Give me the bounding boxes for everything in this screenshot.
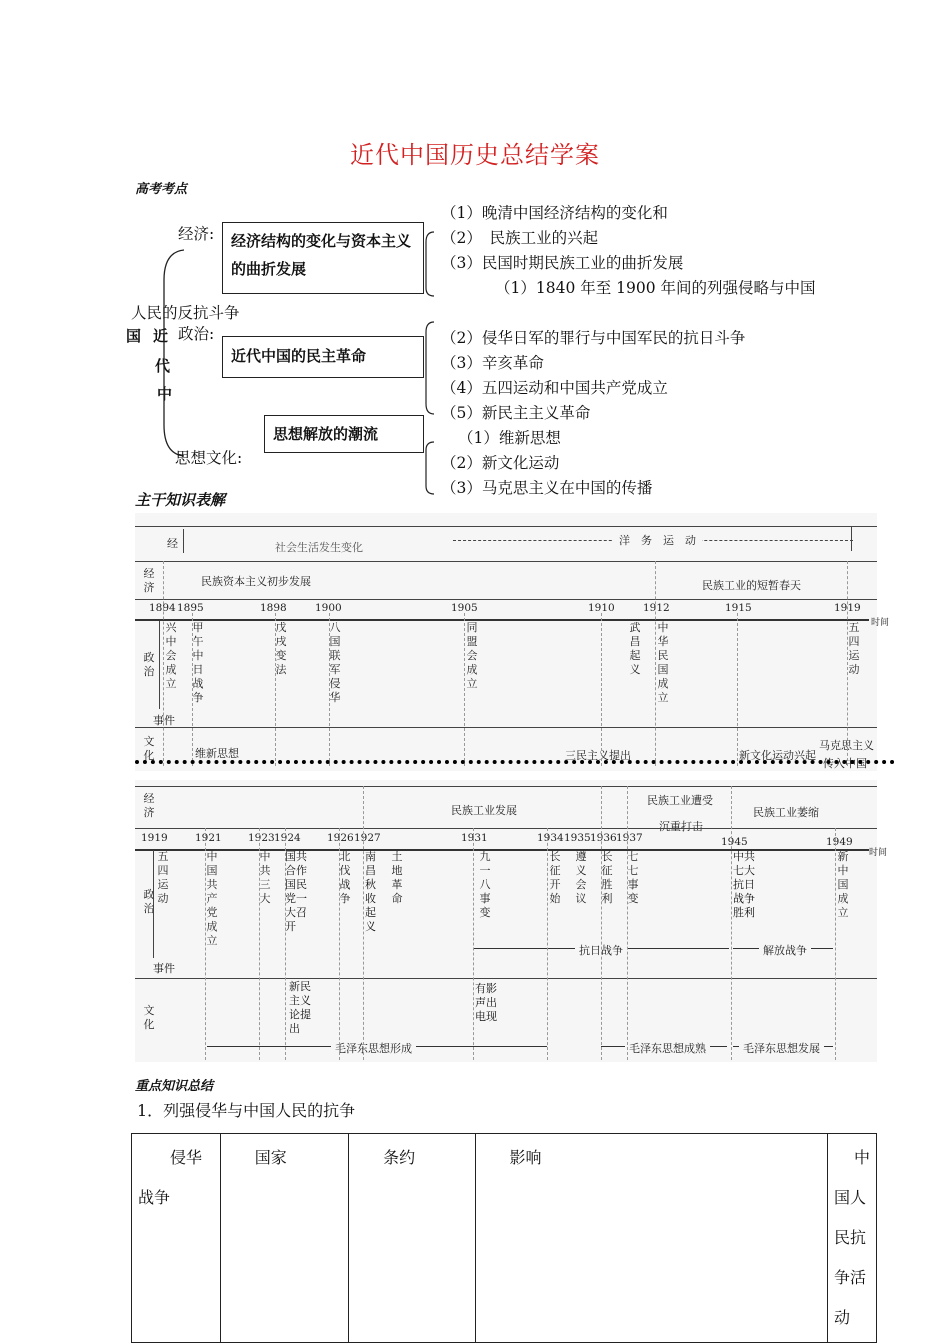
- politics-item-5: （5）新民主主义革命: [441, 404, 591, 422]
- tl1-event-7: 中华民国成立: [657, 621, 669, 704]
- outline-brace: [150, 240, 190, 470]
- tl2-year-1949: 1949: [826, 836, 853, 848]
- tl2-culture-1: 新民主义论提出: [289, 980, 311, 1035]
- tl1-year-1915: 1915: [725, 602, 752, 614]
- header-country: 国家: [220, 1134, 348, 1343]
- tl2-year-1935: 1935: [564, 832, 591, 844]
- tl2-event-13: 中共七大抗日战争胜利: [733, 850, 755, 919]
- politics-box: 近代中国的民主革命: [222, 336, 424, 378]
- tl2-year-1934: 1934: [537, 832, 564, 844]
- culture-item-1: （1）维新思想: [458, 429, 561, 447]
- tl1-culture-5: 传入中国: [823, 757, 867, 770]
- politics-item-1-cont: 人民的反抗斗争: [131, 304, 240, 322]
- tl2-mao-3: 毛泽东思想发展: [739, 1040, 824, 1056]
- tl2-year-1926: 1926: [327, 832, 354, 844]
- tl1-event-2: 甲午中日战争: [192, 621, 204, 704]
- tl1-culture-4: 马克思主义: [819, 739, 874, 752]
- culture-item-3: （3）马克思主义在中国的传播: [441, 479, 653, 497]
- tl2-econ-label: 经济: [143, 792, 155, 819]
- politics-item-1: （1）1840 年至 1900 年间的列强侵略与中国: [495, 279, 816, 297]
- tl2-year-1936: 1936: [590, 832, 617, 844]
- timeline-1: [135, 513, 890, 771]
- tl2-culture-2: 有影声出电现: [475, 982, 497, 1023]
- tl2-year-1923: 1923: [248, 832, 275, 844]
- tl1-politics-label: 政治: [143, 651, 155, 678]
- culture-brace: [418, 438, 438, 498]
- tl1-year-1905: 1905: [451, 602, 478, 614]
- tl2-year-1937: 1937: [616, 832, 643, 844]
- tl1-year-1898: 1898: [260, 602, 287, 614]
- tl1-event-8: 五四运动: [848, 621, 860, 676]
- tl2-war-2: 解放战争: [759, 942, 811, 958]
- tl2-event-9: 长征开始: [549, 850, 561, 905]
- header-war: 侵华战争: [132, 1134, 221, 1343]
- economy-item-1: （1）晚清中国经济结构的变化和: [441, 204, 668, 222]
- economy-box: 经济结构的变化与资本主义的曲折发展: [222, 222, 424, 294]
- timeline-2: [135, 780, 888, 1062]
- tl2-year-1921: 1921: [195, 832, 222, 844]
- summary-table: [131, 1133, 877, 1343]
- tl1-culture-2: 三民主义提出: [565, 749, 631, 762]
- tl1-social-change: 社会生活发生变化: [275, 541, 363, 554]
- tl2-econ-3: 沉重打击: [659, 820, 703, 833]
- tl2-culture-label: 文化: [143, 1004, 155, 1031]
- tl2-event-12: 七七事变: [627, 850, 639, 905]
- tl2-mao-2: 毛泽东思想成熟: [625, 1040, 710, 1056]
- outline-char-jin: 近: [153, 327, 169, 345]
- tl2-year-1927: 1927: [354, 832, 381, 844]
- tl1-yangwu: 洋 务 运 动: [613, 532, 702, 548]
- tl2-year-1931: 1931: [461, 832, 488, 844]
- tl2-event-5: 北伐战争: [339, 850, 351, 905]
- table-header-row: [132, 1134, 877, 1343]
- tl2-event-7: 土地革命: [391, 850, 403, 905]
- tl2-event-4: 国共合作国民党一大召开: [285, 850, 307, 933]
- tl2-war-1: 抗日战争: [575, 942, 627, 958]
- tl1-econ-label: 经济: [143, 567, 155, 594]
- tl1-culture-1: 维新思想: [195, 747, 239, 760]
- culture-item-2: （2）新文化运动: [441, 454, 560, 472]
- tl2-mao-1: 毛泽东思想形成: [331, 1040, 416, 1056]
- tl2-econ-2: 民族工业遭受: [647, 794, 713, 807]
- tl2-event-6: 南昌秋收起义: [365, 850, 376, 933]
- tl1-time-label: 时间: [871, 618, 890, 628]
- tl2-politics-label: 政治: [143, 888, 155, 915]
- tl2-event-2: 中国共产党成立: [206, 850, 218, 947]
- tl2-event-10: 遵义会议: [575, 850, 587, 905]
- tl1-year-1910: 1910: [588, 602, 615, 614]
- outline-char-zhong: 中: [157, 385, 173, 403]
- tl1-econ-text-2: 民族工业的短暂春天: [702, 579, 801, 592]
- outline-char-guo: 国: [126, 327, 142, 345]
- tl2-event-3: 中共三大: [259, 850, 271, 905]
- economy-brace: [418, 228, 438, 298]
- tl1-events-label: 事件: [153, 714, 175, 727]
- tl1-year-1894: 1894: [149, 602, 176, 614]
- section-knowledge-map: 主干知识表解: [135, 491, 226, 509]
- tl2-events-label: 事件: [153, 962, 175, 975]
- header-treaty: 条约: [349, 1134, 475, 1343]
- tl1-culture-3: 新文化运动兴起: [739, 749, 816, 762]
- culture-label: 思想文化:: [175, 449, 243, 467]
- summary-item-1: 1．列强侵华与中国人民的抗争: [137, 1101, 356, 1120]
- tl1-year-1900: 1900: [315, 602, 342, 614]
- section-exam-points: 高考考点: [135, 182, 188, 197]
- tl2-event-14: 新中国成立: [837, 850, 849, 919]
- tl1-top-econ-label: 经: [167, 537, 178, 550]
- section-summary: 重点知识总结: [135, 1079, 214, 1094]
- culture-box: 思想解放的潮流: [264, 415, 424, 453]
- tl1-event-1: 兴中会成立: [165, 621, 177, 690]
- politics-brace: [418, 318, 438, 418]
- tl2-year-1924: 1924: [274, 832, 301, 844]
- tl2-event-11: 长征胜利: [601, 850, 613, 905]
- tl2-time-label: 时间: [869, 848, 888, 858]
- tl1-event-4: 八国联军侵华: [329, 621, 341, 704]
- economy-item-3: （3）民国时期民族工业的曲折发展: [441, 254, 684, 272]
- tl1-culture-label: 文化: [143, 735, 155, 762]
- tl2-year-1919: 1919: [141, 832, 168, 844]
- header-impact: 影响: [475, 1134, 827, 1343]
- header-struggle: 中国人民抗争活动: [827, 1134, 876, 1343]
- tl1-year-1919: 1919: [834, 602, 861, 614]
- tl1-year-1912: 1912: [643, 602, 670, 614]
- tl2-event-1: 五四运动: [157, 850, 169, 905]
- tl2-event-8: 九一八事变: [479, 850, 491, 919]
- economy-label: 经济:: [178, 225, 215, 243]
- economy-item-2: （2） 民族工业的兴起: [441, 229, 599, 247]
- tl2-year-1945: 1945: [721, 836, 748, 848]
- tl1-event-5: 同盟会成立: [466, 621, 478, 690]
- tl1-event-6: 武昌起义: [629, 621, 641, 676]
- tl1-event-3: 戊戌变法: [275, 621, 287, 676]
- tl1-econ-text-1: 民族资本主义初步发展: [201, 575, 311, 588]
- tl2-econ-1: 民族工业发展: [451, 804, 517, 817]
- tl2-econ-4: 民族工业萎缩: [753, 806, 819, 819]
- timeline-divider: [135, 760, 895, 764]
- outline-char-dai: 代: [155, 357, 171, 375]
- tl1-year-1895: 1895: [177, 602, 204, 614]
- page-title: 近代中国历史总结学案: [350, 141, 600, 169]
- politics-label: 政治:: [178, 325, 215, 343]
- politics-item-3: （3）辛亥革命: [441, 354, 544, 372]
- politics-item-2: （2）侵华日军的罪行与中国军民的抗日斗争: [441, 329, 746, 347]
- politics-item-4: （4）五四运动和中国共产党成立: [441, 379, 668, 397]
